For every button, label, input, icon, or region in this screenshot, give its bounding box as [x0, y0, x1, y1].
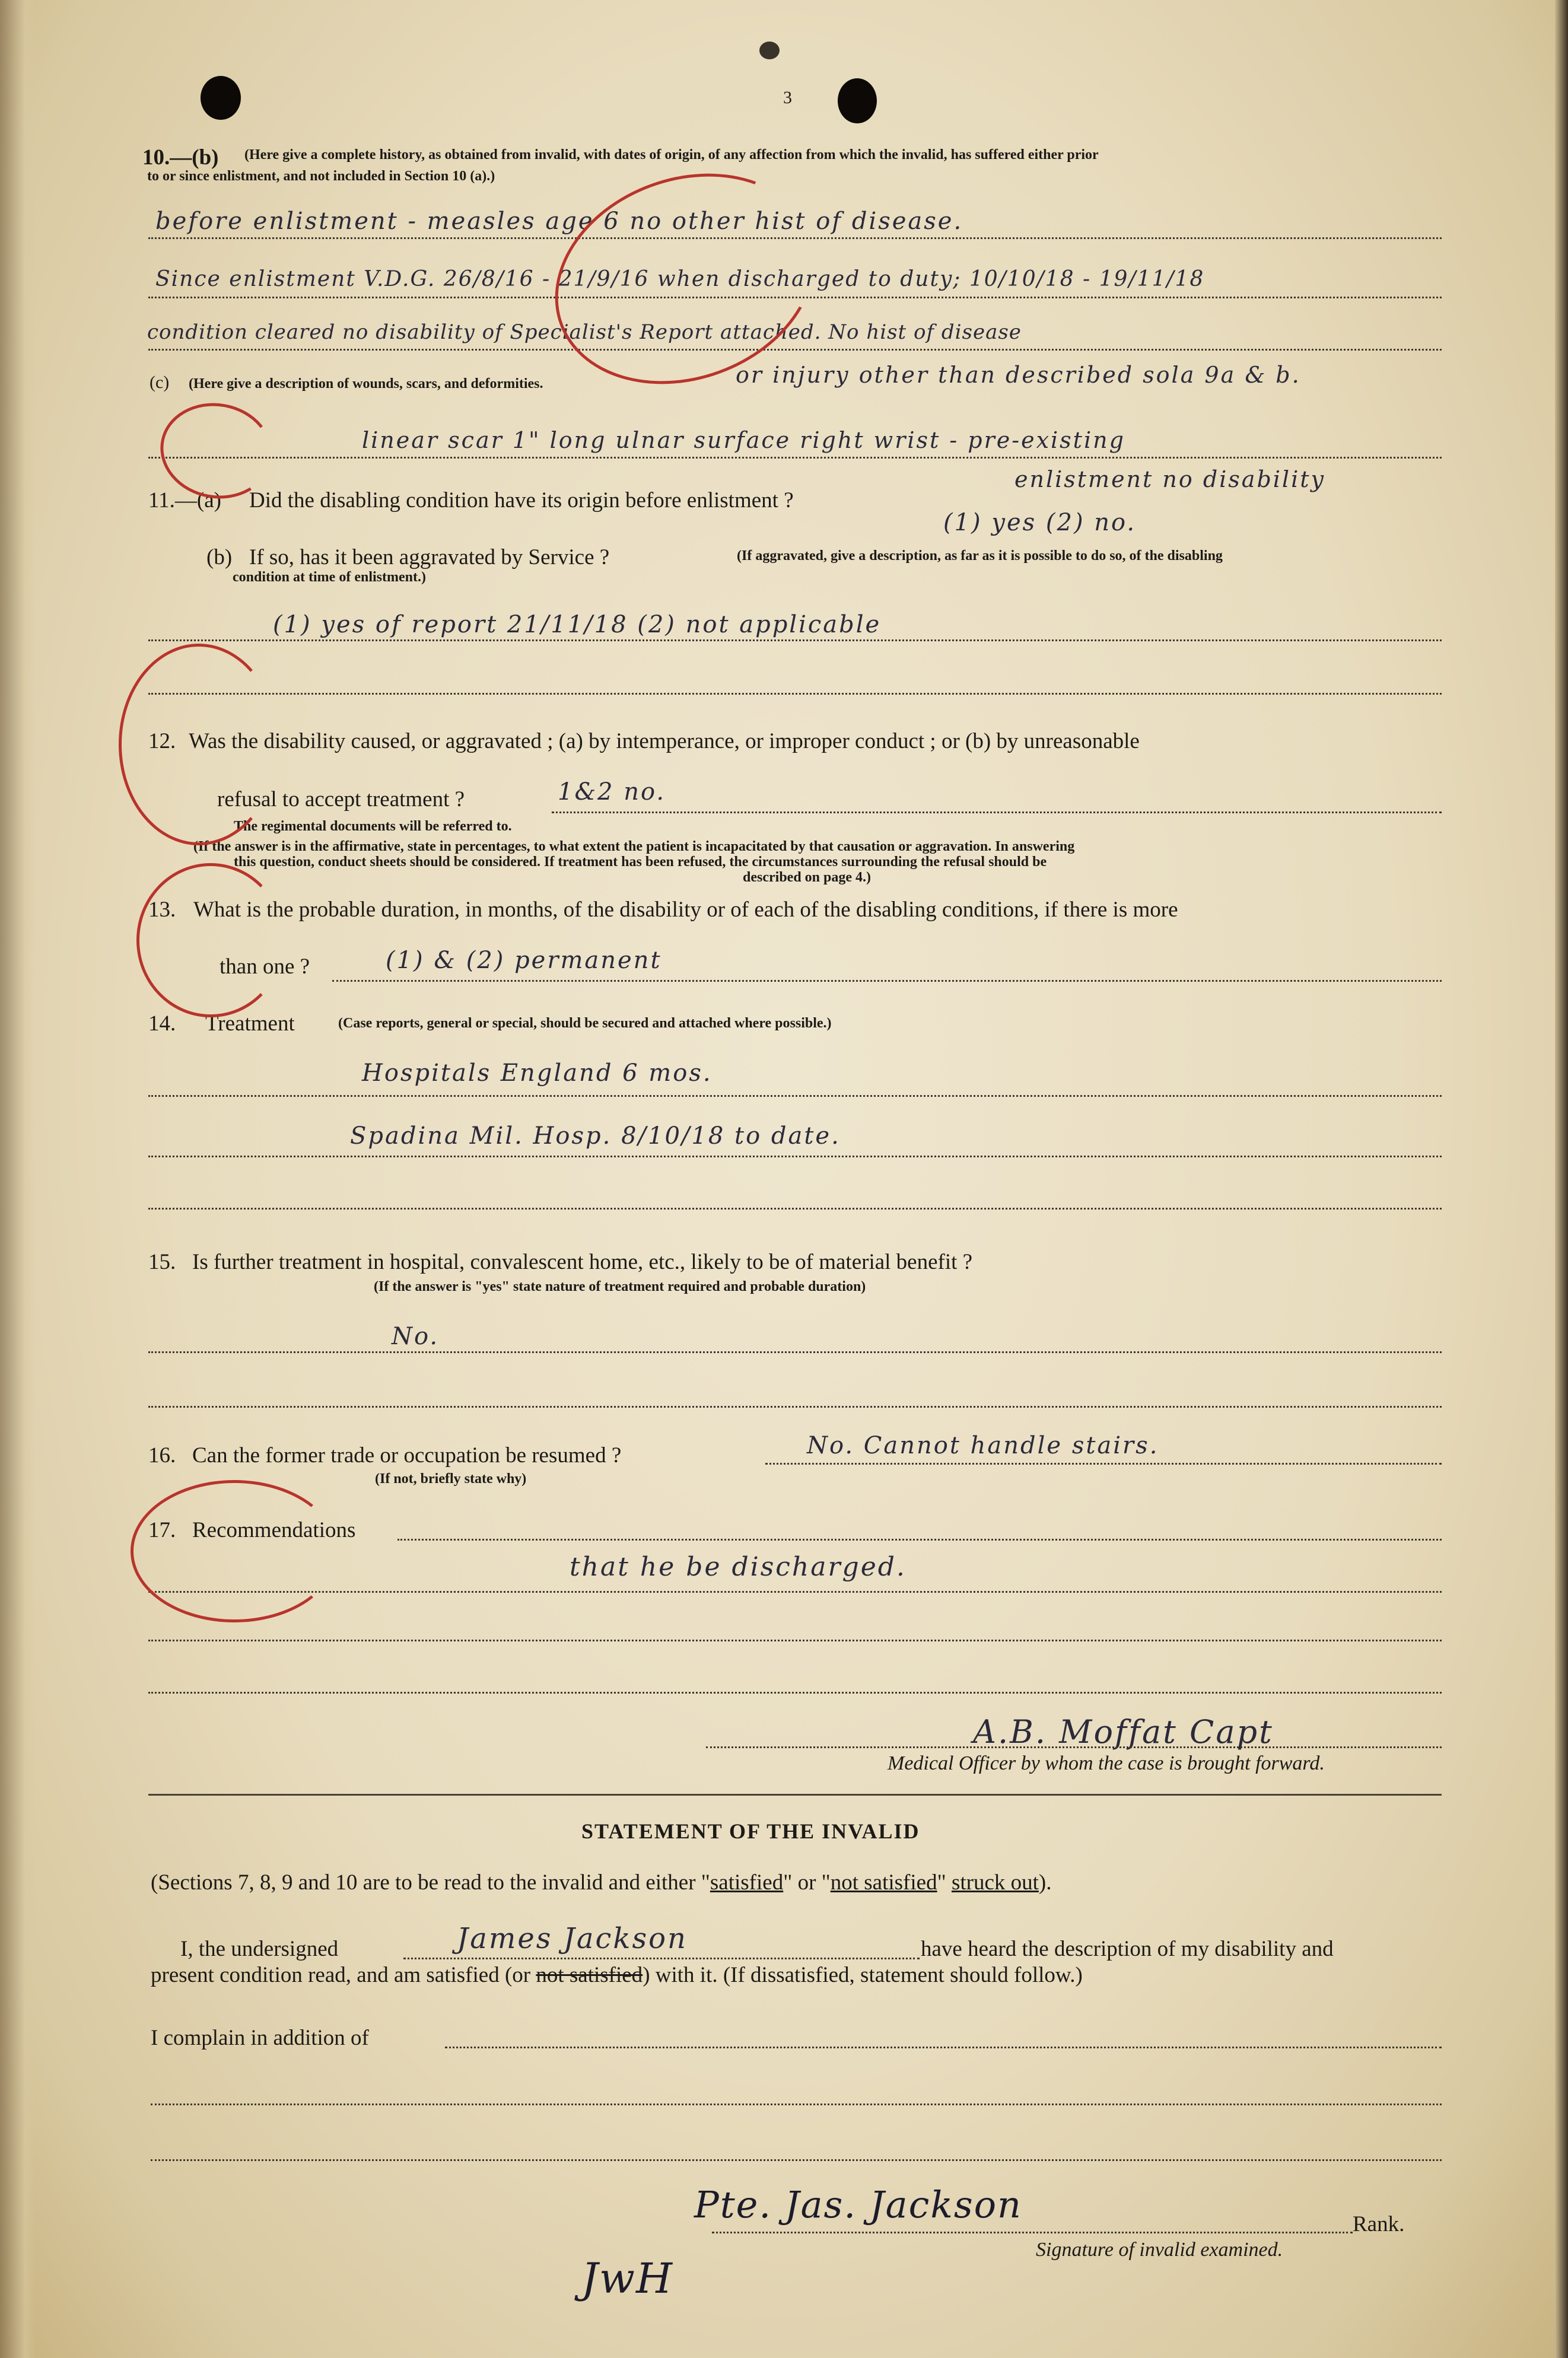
statement-title: STATEMENT OF THE INVALID — [581, 1819, 920, 1843]
section-10b-answer-line1: before enlistment - measles age 6 no other hist of disease. — [155, 208, 963, 235]
dotted-line — [403, 1958, 920, 1959]
red-pencil-mark — [131, 1480, 338, 1622]
section-divider — [148, 1794, 1442, 1796]
invalid-signature-caption: Signature of invalid examined. — [1036, 2239, 1283, 2261]
section-15-question: Is further treatment in hospital, convalescent home, etc., likely to be of material benefit ? — [192, 1250, 973, 1274]
section-11b-question: If so, has it been aggravated by Service ? — [249, 545, 610, 569]
section-14-question: Treatment — [205, 1011, 295, 1036]
section-12-note2: (If the answer is in the affirmative, state in percentages, to what extent the patient is incapacitated by that causation or aggravation. In answering — [193, 839, 1075, 854]
paper-damage — [759, 42, 780, 59]
section-13-answer: (1) & (2) permanent — [386, 947, 662, 974]
section-16-note: (If not, briefly state why) — [375, 1471, 527, 1487]
invalid-signature: Pte. Jas. Jackson — [694, 2183, 1022, 2226]
section-12-question: Was the disability caused, or aggravated ; (a) by intemperance, or improper conduct ; or (b) by unreasonable — [189, 729, 1140, 753]
satisfied-word: satisfied — [710, 1870, 784, 1895]
section-14-answer-line1: Hospitals England 6 mos. — [362, 1059, 713, 1087]
medical-officer-signature: A.B. Moffat Capt — [973, 1713, 1274, 1751]
paper-edge-right — [1555, 0, 1568, 2358]
section-13-question: What is the probable duration, in months, of the disability or of each of the disabling conditions, if there is more — [193, 898, 1178, 922]
statement-sections-line — [151, 1870, 1051, 1895]
statement-sections-text: " — [937, 1870, 952, 1895]
section-10c-answer: linear scar 1" long ulnar surface right wrist - pre-existing — [362, 427, 1125, 453]
section-15-label: 15. — [148, 1250, 176, 1274]
dotted-line — [712, 2232, 1353, 2233]
section-16-question: Can the former trade or occupation be resumed ? — [192, 1443, 622, 1468]
section-11a-question: Did the disabling condition have its origin before enlistment ? — [249, 488, 794, 513]
dotted-line — [445, 2047, 1442, 2048]
statement-sections-text: " or " — [783, 1870, 831, 1895]
dotted-line — [148, 457, 1442, 459]
dotted-line — [148, 639, 1442, 641]
not-satisfied-word: not satisfied — [830, 1870, 937, 1895]
dotted-line — [151, 2159, 1442, 2161]
section-11a-answer-line2: (1) yes (2) no. — [943, 509, 1137, 536]
invalid-name: James Jackson — [457, 1922, 688, 1955]
section-17-answer: that he be discharged. — [570, 1552, 907, 1582]
section-11b-note: (If aggravated, give a description, as far as it is possible to do so, of the disabling — [737, 548, 1223, 564]
dotted-line — [148, 1208, 1442, 1210]
dotted-line — [148, 1095, 1442, 1097]
dotted-line — [397, 1539, 1442, 1541]
statement-sections-text: ). — [1038, 1870, 1052, 1895]
heard-text: have heard the description of my disability and — [921, 1937, 1334, 1961]
section-10b-instruction-cont: to or since enlistment, and not included in Section 10 (a).) — [147, 168, 495, 184]
section-14-answer-line2: Spadina Mil. Hosp. 8/10/18 to date. — [350, 1122, 841, 1150]
paper-edge-left — [0, 0, 36, 2358]
dotted-line — [148, 1156, 1442, 1157]
dotted-line — [552, 812, 1442, 813]
section-15-answer: No. — [392, 1323, 440, 1350]
section-11b-note-cont: condition at time of enlistment.) — [233, 569, 426, 585]
section-12-note1: The regimental documents will be referred to. — [234, 819, 512, 834]
dotted-line — [332, 980, 1442, 982]
section-10b-answer-line3: condition cleared no disability of Specialist's Report attached. No hist of disease — [147, 320, 1022, 344]
section-17-question: Recommendations — [192, 1518, 356, 1542]
section-15-note: (If the answer is "yes" state nature of treatment required and probable duration) — [374, 1279, 866, 1294]
section-10c-instruction: (Here give a description of wounds, scars, and deformities. — [189, 376, 543, 392]
complain-label: I complain in addition of — [151, 2026, 369, 2050]
red-pencil-mark — [119, 644, 279, 845]
section-12-note4: described on page 4.) — [743, 870, 871, 885]
dotted-line — [148, 1406, 1442, 1408]
dotted-line — [148, 1692, 1442, 1694]
dotted-line — [148, 693, 1442, 695]
section-11a-answer-line1: enlistment no disability — [1014, 466, 1325, 492]
not-satisfied-struck: not satisfied — [536, 1963, 643, 1987]
section-13-label: 13. — [148, 898, 176, 922]
medical-officer-caption: Medical Officer by whom the case is brought forward. — [888, 1752, 1325, 1774]
invalid-initials: JwH — [581, 2254, 674, 2303]
section-11a-label: 11.—(a) — [148, 488, 221, 513]
punch-hole-left — [201, 76, 241, 120]
present-condition-text: present condition read, and am satisfied (or — [151, 1963, 536, 1987]
dotted-line — [765, 1463, 1442, 1465]
red-pencil-mark — [136, 863, 285, 1017]
section-13-question-cont: than one ? — [220, 954, 310, 979]
present-condition-line — [151, 1962, 1083, 1988]
section-11b-label: (b) — [206, 545, 233, 569]
dotted-line — [151, 2104, 1442, 2105]
section-10c-label: (c) — [150, 373, 170, 392]
section-14-label: 14. — [148, 1011, 176, 1036]
section-12-note3: this question, conduct sheets should be considered. If treatment has been refused, the circumstances surrounding the refusal should be — [234, 854, 1047, 870]
section-14-note: (Case reports, general or special, should be secured and attached where possible.) — [338, 1016, 832, 1031]
undersigned-label: I, the undersigned — [180, 1937, 339, 1961]
statement-sections-text: (Sections 7, 8, 9 and 10 are to be read to the invalid and either " — [151, 1870, 710, 1895]
dotted-line — [148, 1351, 1442, 1353]
section-10b-label: 10.—(b) — [142, 145, 219, 170]
dotted-line — [706, 1746, 1442, 1748]
section-10b-instruction: (Here give a complete history, as obtained from invalid, with dates of origin, of any affection from which the invalid, has suffered either prior — [244, 147, 1099, 163]
dotted-line — [148, 1591, 1442, 1593]
page-number: 3 — [783, 88, 792, 107]
section-17-label: 17. — [148, 1518, 176, 1542]
section-12-label: 12. — [148, 729, 176, 753]
section-16-label: 16. — [148, 1443, 176, 1468]
section-12-question-cont: refusal to accept treatment ? — [217, 787, 465, 812]
section-10b-answer-line2: Since enlistment V.D.G. 26/8/16 - 21/9/16 when discharged to duty; 10/10/18 - 19/11/18 — [155, 267, 1205, 291]
section-10b-answer-line4: or injury other than described sola 9a & b. — [736, 362, 1301, 388]
dotted-line — [148, 1640, 1442, 1641]
punch-hole-right — [838, 78, 877, 123]
present-condition-text: ) with it. (If dissatisfied, statement should follow.) — [643, 1963, 1083, 1987]
section-16-answer: No. Cannot handle stairs. — [807, 1432, 1159, 1459]
section-11b-answer: (1) yes of report 21/11/18 (2) not applicable — [273, 611, 882, 638]
rank-label: Rank. — [1353, 2212, 1405, 2236]
dotted-line — [148, 349, 1442, 351]
section-12-answer: 1&2 no. — [558, 778, 666, 806]
struck-out-word: struck out — [951, 1870, 1039, 1895]
